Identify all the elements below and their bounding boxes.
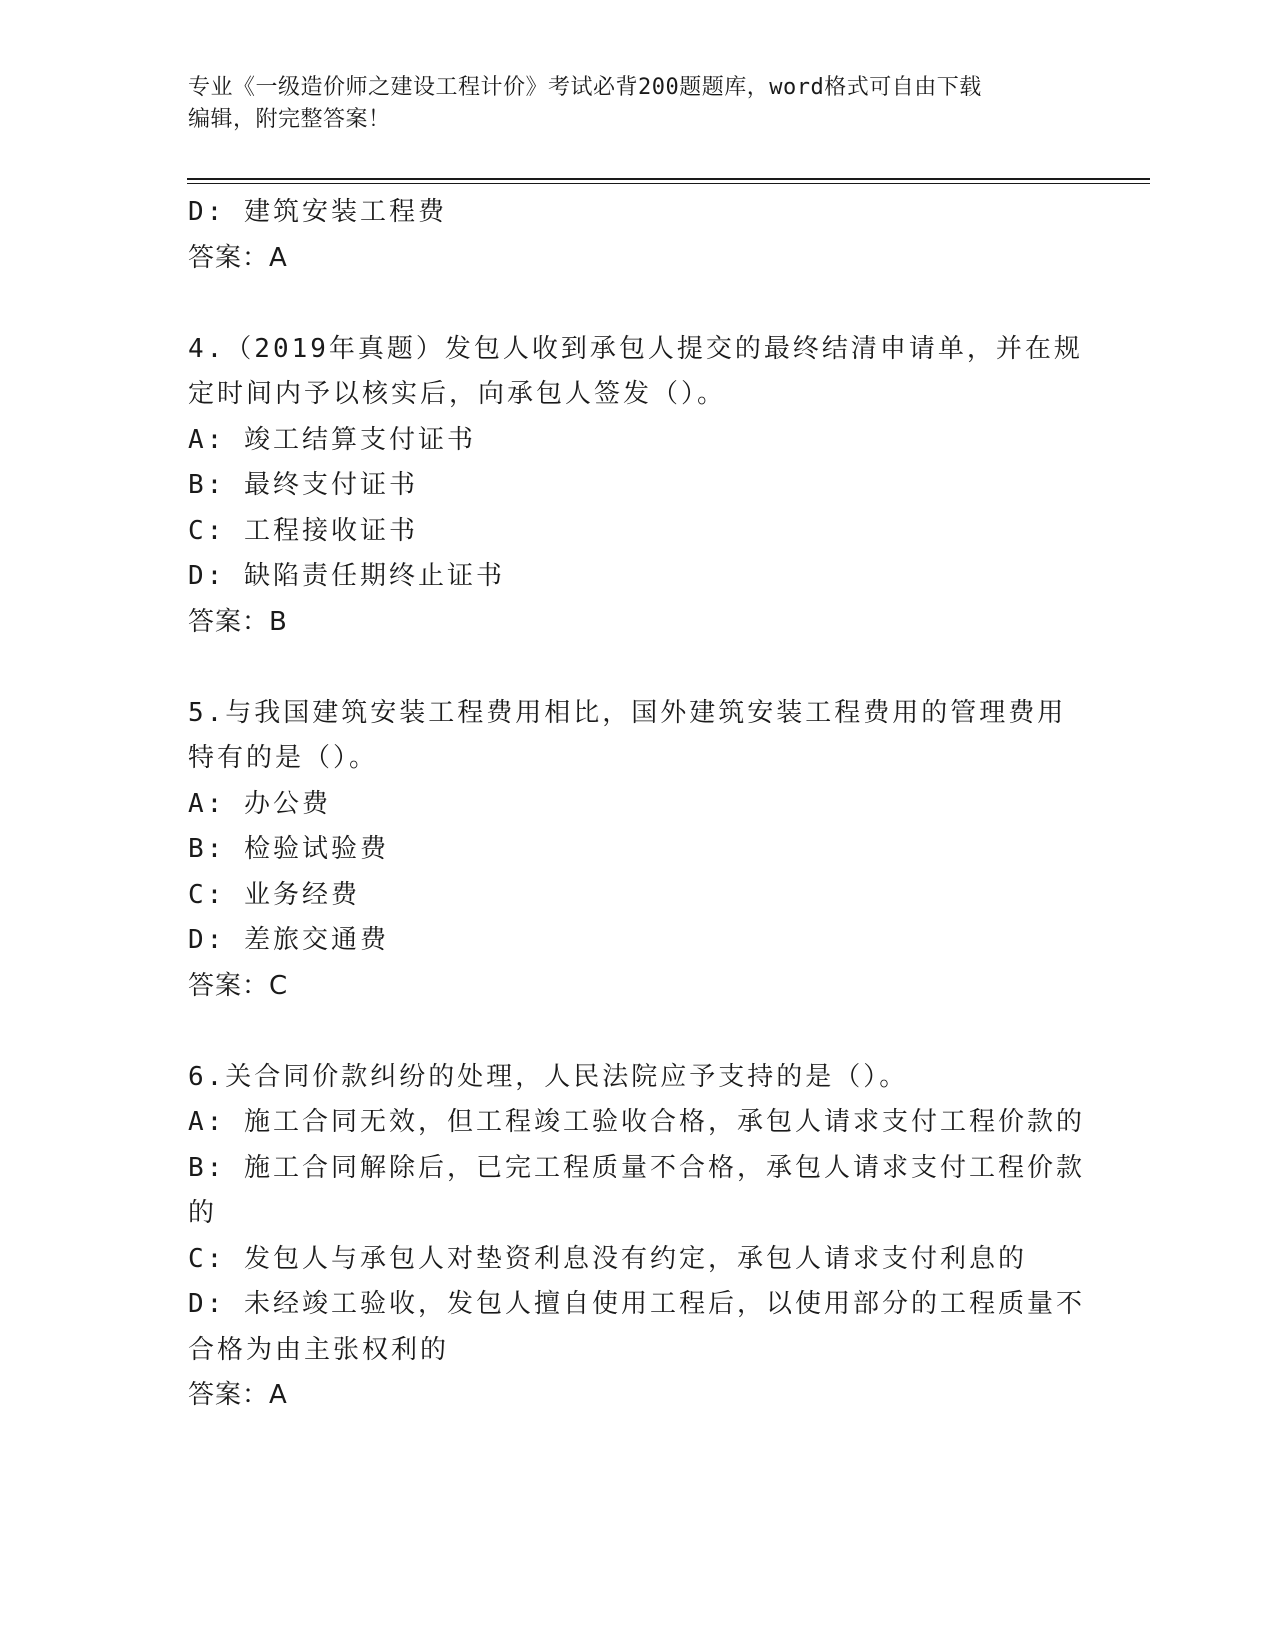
question-line: C: 业务经费: [188, 879, 360, 910]
question-line: D: 建筑安装工程费: [188, 197, 447, 227]
question-text: 6.关合同价款纠纷的处理，人民法院应予支持的是（）。: [188, 1061, 909, 1092]
answer-line: 答案：A: [188, 242, 288, 273]
question-line: A: 竣工结算支付证书: [188, 424, 476, 455]
question-line: C: 工程接收证书: [188, 515, 418, 546]
answer-line: 答案：B: [188, 606, 288, 637]
question-block: [188, 691, 1088, 1055]
question-text: 5.与我国建筑安装工程费用相比，国外建筑安装工程费用的管理费用: [188, 697, 1067, 728]
page-header: [188, 72, 1068, 136]
header-divider-thick: [187, 178, 1150, 180]
header-divider-thin: [187, 183, 1150, 184]
question-line: A: 办公费: [188, 788, 331, 819]
question-line: D: 差旅交通费: [188, 925, 389, 955]
question-list: [188, 190, 1088, 1419]
question-line: 合格为由主张权利的: [188, 1334, 450, 1365]
question-line: B: 检验试验费: [188, 834, 389, 864]
question-block: [188, 1055, 1088, 1419]
question-line: D: 缺陷责任期终止证书: [188, 561, 505, 591]
question-block: [188, 327, 1088, 691]
question-line: A: 施工合同无效，但工程竣工验收合格，承包人请求支付工程价款的: [188, 1107, 1085, 1137]
block-spacer: [188, 1009, 1088, 1055]
answer-line: 答案：C: [188, 970, 289, 1001]
header-line-1: 专业《一级造价师之建设工程计价》考试必背200题题库，word格式可自由下载: [188, 75, 982, 100]
question-line: C: 发包人与承包人对垫资利息没有约定，承包人请求支付利息的: [188, 1243, 1027, 1274]
block-spacer: [188, 645, 1088, 691]
answer-line: 答案：A: [188, 1380, 288, 1410]
question-line: B: 最终支付证书: [188, 470, 418, 500]
question-line: 的: [188, 1198, 218, 1228]
header-line-2: 编辑，附完整答案！: [188, 107, 391, 132]
question-text: 4.（2019年真题）发包人收到承包人提交的最终结清申请单，并在规: [188, 333, 1083, 364]
question-line: 定时间内予以核实后，向承包人签发（）。: [188, 379, 727, 409]
question-line: B: 施工合同解除后，已完工程质量不合格，承包人请求支付工程价款: [188, 1152, 1085, 1183]
block-spacer: [188, 281, 1088, 327]
question-line: 特有的是（）。: [188, 743, 379, 773]
question-line: D: 未经竣工验收，发包人擅自使用工程后，以使用部分的工程质量不: [188, 1289, 1085, 1319]
question-block: [188, 190, 1088, 327]
